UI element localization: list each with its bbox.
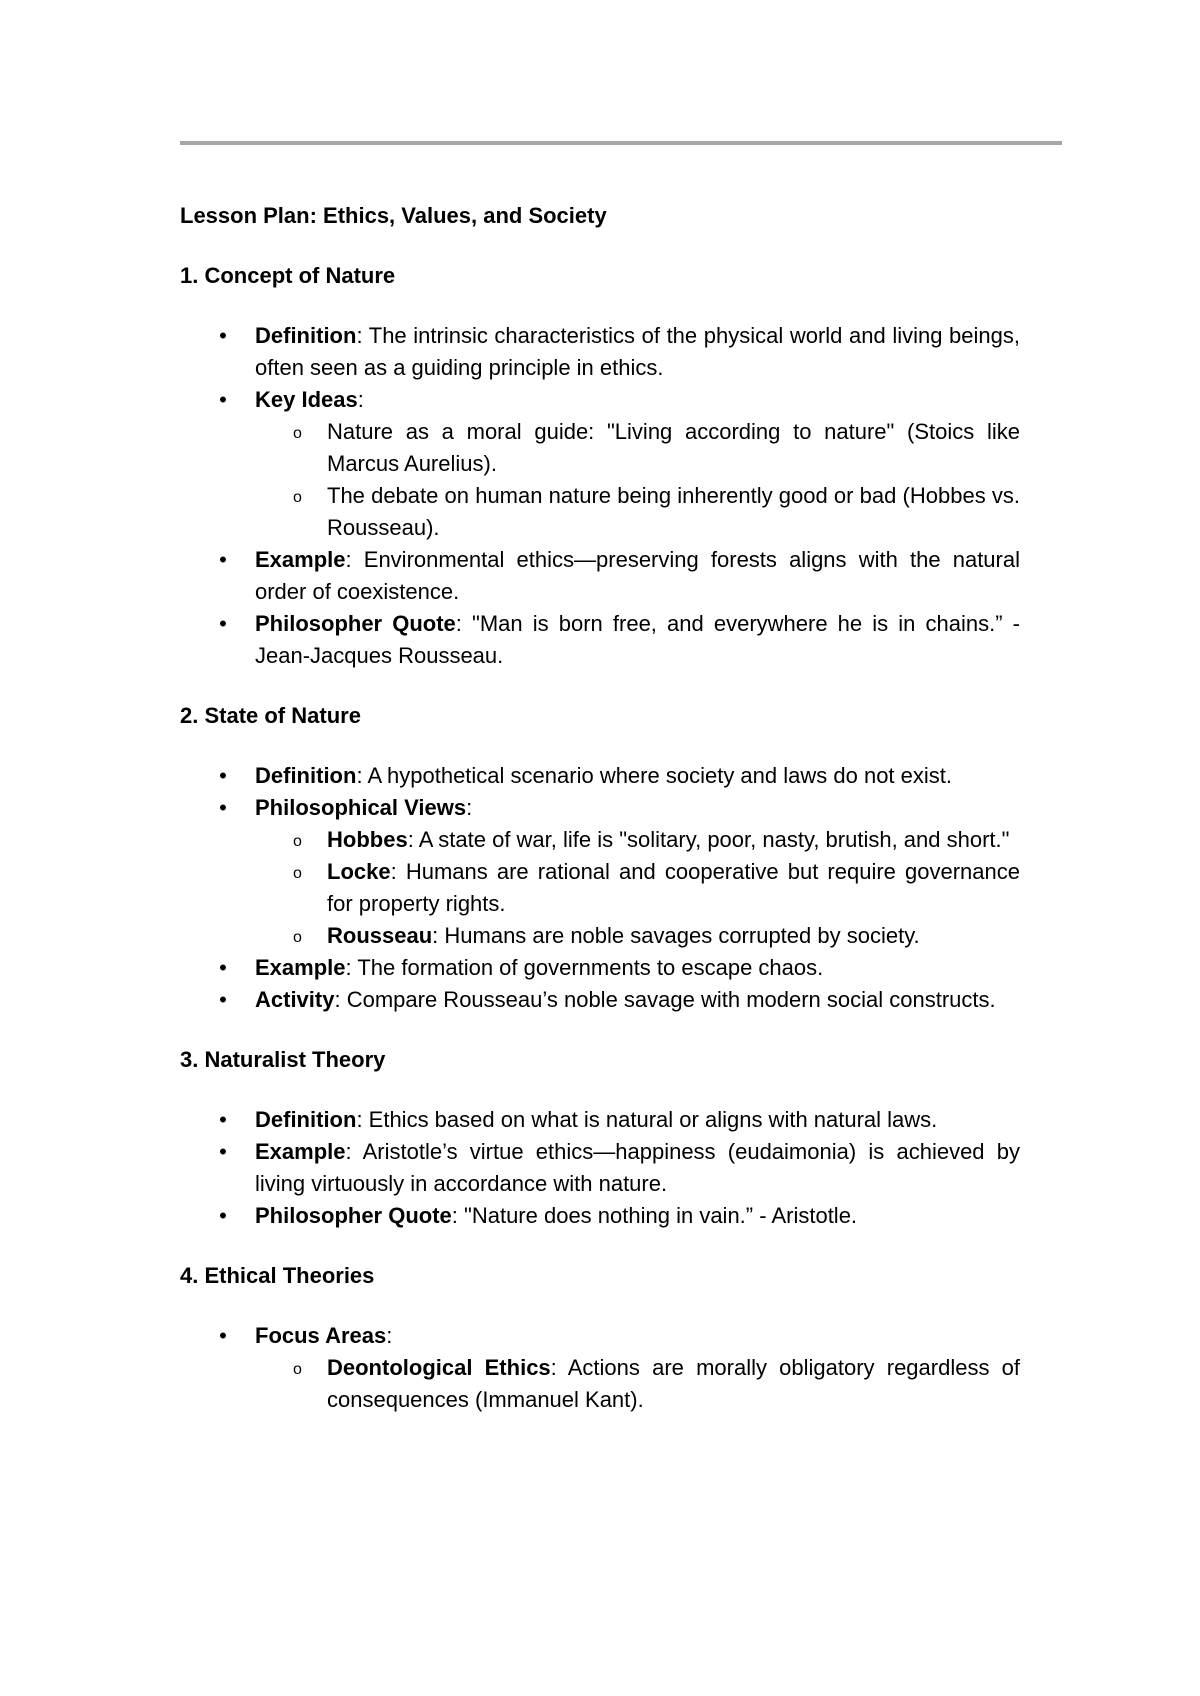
item-text: : xyxy=(466,795,473,820)
list-item xyxy=(180,1320,1020,1416)
sub-list-item xyxy=(255,416,1020,480)
section-heading: 3. Naturalist Theory xyxy=(180,1047,386,1072)
list-item xyxy=(180,608,1020,672)
header-rule xyxy=(180,141,1062,145)
item-label: Key Ideas xyxy=(255,387,358,412)
bullet-icon: • xyxy=(219,1139,227,1164)
sub-bullet-list xyxy=(255,1352,1020,1416)
item-label: Philosopher Quote xyxy=(255,611,456,636)
sub-bullet-list xyxy=(255,416,1020,544)
item-text: : "Man is born free, and everywhere he is in chains.” - Jean-Jacques Rousseau. xyxy=(255,611,1020,668)
sub-item-text: : A state of war, life is "solitary, poor, nasty, brutish, and short." xyxy=(407,827,1010,852)
list-item xyxy=(180,544,1020,608)
list-item xyxy=(180,1136,1020,1200)
circle-bullet-icon: o xyxy=(293,425,302,442)
sub-list-item xyxy=(255,824,1020,856)
item-label: Definition xyxy=(255,763,357,788)
list-item xyxy=(180,1200,1020,1232)
circle-bullet-icon: o xyxy=(293,489,302,506)
list-item xyxy=(180,984,1020,1016)
item-label: Philosophical Views xyxy=(255,795,467,820)
list-item xyxy=(180,1104,1020,1136)
bullet-icon: • xyxy=(219,795,227,820)
list-item xyxy=(180,792,1020,952)
bullet-list xyxy=(180,1104,1020,1232)
sub-item-text: : Humans are rational and cooperative but require governance for property rights. xyxy=(327,859,1020,916)
sub-item-label: Locke xyxy=(327,859,391,884)
circle-bullet-icon: o xyxy=(293,929,302,946)
sub-item-text: : Actions are morally obligatory regardless of consequences (Immanuel Kant). xyxy=(327,1355,1020,1412)
item-text: : xyxy=(357,387,364,412)
item-text: : Ethics based on what is natural or aligns with natural laws. xyxy=(356,1107,938,1132)
bullet-icon: • xyxy=(219,611,227,636)
item-label: Definition xyxy=(255,323,357,348)
sub-list-item xyxy=(255,920,1020,952)
circle-bullet-icon: o xyxy=(293,865,302,882)
bullet-icon: • xyxy=(219,1203,227,1228)
bullet-icon: • xyxy=(219,387,227,412)
sub-item-text: Nature as a moral guide: "Living according to nature" (Stoics like Marcus Aurelius). xyxy=(327,419,1020,476)
sub-bullet-list xyxy=(255,824,1020,952)
sub-item-text: : Humans are noble savages corrupted by society. xyxy=(432,923,920,948)
bullet-icon: • xyxy=(219,763,227,788)
list-item xyxy=(180,320,1020,384)
bullet-icon: • xyxy=(219,987,227,1012)
item-label: Example xyxy=(255,1139,346,1164)
item-label: Philosopher Quote xyxy=(255,1203,452,1228)
sub-item-text: The debate on human nature being inherently good or bad (Hobbes vs. Rousseau). xyxy=(327,483,1020,540)
item-text: : The intrinsic characteristics of the physical world and living beings, often seen as a guiding principle in ethics. xyxy=(255,323,1020,380)
item-text: : Aristotle’s virtue ethics—happiness (eudaimonia) is achieved by living virtuously in accordance with nature. xyxy=(255,1139,1020,1196)
bullet-list xyxy=(180,320,1020,672)
list-item xyxy=(180,384,1020,544)
item-label: Example xyxy=(255,547,346,572)
sub-item-label: Rousseau xyxy=(327,923,433,948)
sub-list-item xyxy=(255,856,1020,920)
sub-item-label: Hobbes xyxy=(327,827,408,852)
list-item xyxy=(180,760,1020,792)
document-body xyxy=(180,200,1020,1444)
sub-item-label: Deontological Ethics xyxy=(327,1355,551,1380)
bullet-icon: • xyxy=(219,323,227,348)
item-text: : A hypothetical scenario where society and laws do not exist. xyxy=(356,763,952,788)
section-heading: 2. State of Nature xyxy=(180,703,361,728)
section-heading: 1. Concept of Nature xyxy=(180,263,396,288)
bullet-icon: • xyxy=(219,955,227,980)
list-item xyxy=(180,952,1020,984)
bullet-list xyxy=(180,1320,1020,1416)
item-label: Example xyxy=(255,955,346,980)
item-text: : Compare Rousseau’s noble savage with modern social constructs. xyxy=(334,987,996,1012)
item-label: Activity xyxy=(255,987,335,1012)
sub-list-item xyxy=(255,480,1020,544)
item-text: : Environmental ethics—preserving forests aligns with the natural order of coexistence. xyxy=(255,547,1020,604)
bullet-icon: • xyxy=(219,547,227,572)
bullet-icon: • xyxy=(219,1107,227,1132)
document-title: Lesson Plan: Ethics, Values, and Society xyxy=(180,203,607,228)
item-label: Definition xyxy=(255,1107,357,1132)
item-text: : The formation of governments to escape chaos. xyxy=(345,955,824,980)
section-heading: 4. Ethical Theories xyxy=(180,1263,375,1288)
circle-bullet-icon: o xyxy=(293,833,302,850)
item-label: Focus Areas xyxy=(255,1323,387,1348)
bullet-icon: • xyxy=(219,1323,227,1348)
circle-bullet-icon: o xyxy=(293,1361,302,1378)
item-text: : xyxy=(386,1323,393,1348)
sub-list-item xyxy=(255,1352,1020,1416)
item-text: : "Nature does nothing in vain.” - Aristotle. xyxy=(451,1203,858,1228)
bullet-list xyxy=(180,760,1020,1016)
